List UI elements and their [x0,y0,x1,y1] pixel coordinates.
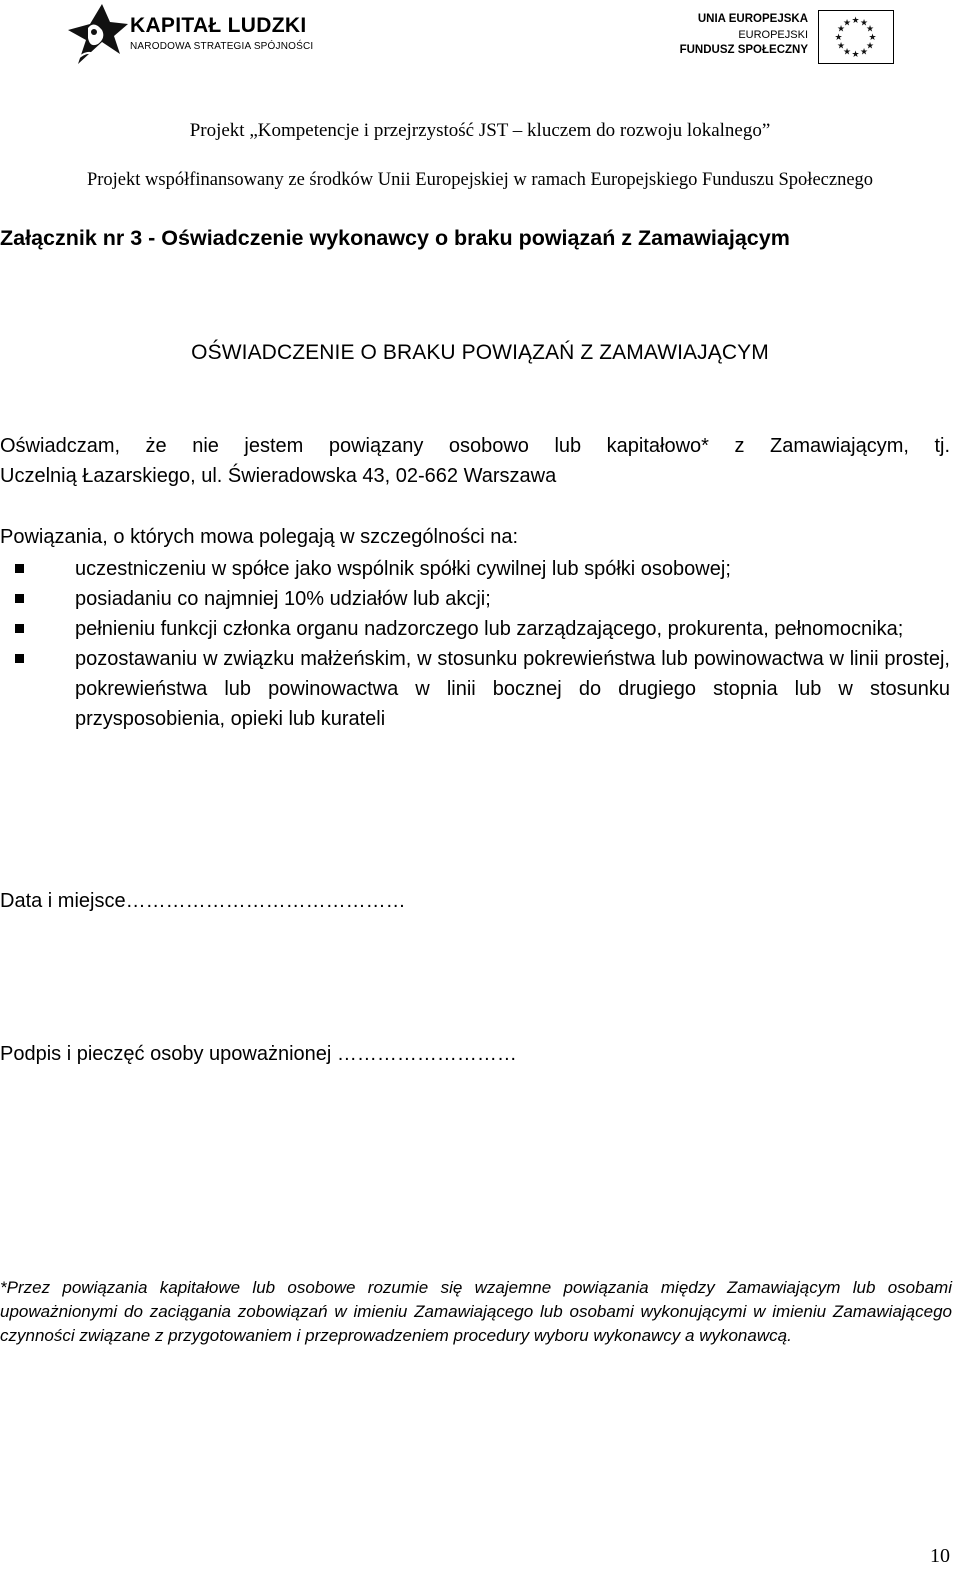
list-item: uczestniczeniu w spółce jako wspólnik spółki cywilnej lub spółki osobowej; [0,554,950,584]
svg-text:★: ★ [865,41,875,52]
kapital-ludzki-subtitle: NARODOWA STRATEGIA SPÓJNOŚCI [130,41,314,52]
project-title: Projekt „Kompetencje i przejrzystość JST – kluczem do rozwoju lokalnego” [189,120,771,141]
svg-text:★: ★ [859,47,869,58]
svg-text:★: ★ [865,24,875,35]
svg-text:★: ★ [836,24,846,35]
svg-text:★: ★ [851,50,860,60]
eu-logo-line3: FUNDUSZ SPOŁECZNY [679,44,808,56]
svg-text:★: ★ [834,33,843,43]
footnote-line-3: czynności związane z przygotowaniem i przeprowadzeniem procedury wyboru wykonawcy a wykonawcą. [0,1326,792,1345]
svg-text:★: ★ [842,47,852,58]
statement-paragraph [0,431,950,491]
list-item: pełnieniu funkcji członka organu nadzorczego lub zarządzającego, prokurenta, pełnomocnika; [0,614,950,644]
footnote-line-1: *Przez powiązania kapitałowe lub osobowe rozumie się wzajemne powiązania między Zamawiającym lub osobami [0,1278,952,1297]
annex-title: Załącznik nr 3 - Oświadczenie wykonawcy o braku powiązań z Zamawiającym [0,226,790,250]
square-bullet-icon [15,594,24,603]
eu-flag-icon [818,10,894,64]
svg-text:★: ★ [842,18,852,29]
kapital-ludzki-logo [66,2,314,68]
signature-field: Podpis i pieczęć osoby upoważnionej ……………………… [0,1043,517,1065]
svg-text:★: ★ [868,33,877,43]
page-number: 10 [930,1545,950,1567]
statement-line-1: Oświadczam, że nie jestem powiązany osobowo lub kapitałowo* z Zamawiającym, tj. [0,435,950,457]
svg-text:★: ★ [859,18,869,29]
statement-line-2: Uczelnią Łazarskiego, ul. Świeradowska 43, 02-662 Warszawa [0,465,557,487]
square-bullet-icon [15,624,24,633]
svg-text:★: ★ [851,16,860,26]
square-bullet-icon [15,654,24,663]
kapital-ludzki-star-icon [66,2,128,68]
relations-list [0,554,950,734]
list-item: posiadaniu co najmniej 10% udziałów lub akcji; [0,584,950,614]
relations-intro: Powiązania, o których mowa polegają w szczególności na: [0,526,519,548]
eu-logo-line1: UNIA EUROPEJSKA [697,13,808,25]
square-bullet-icon [15,564,24,573]
cofinance-note: Projekt współfinansowany ze środków Unii Europejskiej w ramach Europejskiego Funduszu Społecznego [86,170,874,190]
eu-logo-line2: EUROPEJSKI [738,29,808,41]
kapital-ludzki-name: KAPITAŁ LUDZKI [130,14,307,37]
list-item: pozostawaniu w związku małżeńskim, w stosunku pokrewieństwa lub powinowactwa w linii prostej, pokrewieństwa lub powinowactwa w linii bocznej do drugiego stopnia lub w stosunku przysposobienia, opieki lub kurateli [0,644,950,734]
svg-text:★: ★ [836,41,846,52]
date-place-field: Data i miejsce…………………………………… [0,890,406,912]
eu-logo [679,10,894,66]
footnote-line-2: upoważnionymi do zaciągania zobowiązań w imieniu Zamawiającego lub osobami wykonującymi w imieniu Zamawiającego [0,1302,952,1321]
declaration-title: OŚWIADCZENIE O BRAKU POWIĄZAŃ Z ZAMAWIAJĄCYM [191,341,769,364]
footnote [0,1276,952,1348]
